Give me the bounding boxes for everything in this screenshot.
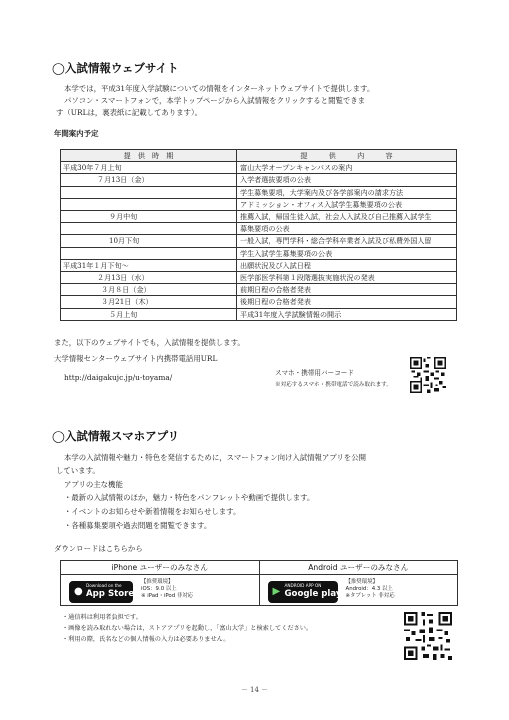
- row-period: [61, 223, 237, 235]
- android-store-cell: [260, 575, 458, 605]
- mobile-qr-code-icon: [410, 357, 446, 393]
- row-content: 入学者選抜要項の公表: [237, 174, 457, 186]
- android-req-note: ※タブレット 非対応: [345, 593, 395, 599]
- schedule-table: [60, 149, 457, 321]
- note-item: ・画像を読み取れない場合は，ストアアプリを起動し，「富山大学」と検索してください。: [62, 625, 313, 632]
- ios-requirements: [141, 579, 193, 600]
- website-intro-line1: 本学では，平成31年度入学試験についての情報をインターネットウェブサイトで提供します。: [64, 84, 375, 93]
- row-content: 一般入試，専門学科・総合学科卒業者入試及び私費外国人留: [237, 235, 457, 247]
- schedule-label: 年間案内予定: [54, 129, 99, 138]
- table-row: [61, 186, 457, 198]
- website-intro-line3: す（URLは，裏表紙に記載してあります）。: [56, 108, 203, 117]
- ios-store-cell: [61, 575, 259, 605]
- feature-item: ・イベントのお知らせや新着情報をお知らせします。: [64, 507, 241, 516]
- mobile-url-label: 大学情報センターウェブサイト内携帯電話用URL: [54, 354, 218, 363]
- schedule-table-header: [61, 150, 457, 162]
- row-content: 募集要項の公表: [237, 223, 457, 235]
- table-row: [61, 198, 457, 210]
- row-content: 平成31年度入学試験情報の開示: [237, 308, 457, 320]
- note-item: ・通信料は利用者負担です。: [62, 614, 142, 621]
- android-header: Android ユーザーのみなさん: [259, 561, 458, 575]
- iphone-header: iPhone ユーザーのみなさん: [61, 561, 260, 575]
- row-period: ９月中旬: [61, 211, 237, 223]
- row-content: 医学部医学科第１段階選抜実施状況の発表: [237, 272, 457, 284]
- table-row: [61, 162, 457, 174]
- app-store-small-text: Download on the: [86, 583, 122, 588]
- row-content: 出願状況及び入試日程: [237, 259, 457, 271]
- row-period: [61, 186, 237, 198]
- table-row: [61, 235, 457, 247]
- header-content: 提 供 内 容: [237, 150, 457, 162]
- qr-label: スマホ・携帯用バーコード: [275, 369, 354, 377]
- row-period: ５月上旬: [61, 308, 237, 320]
- google-play-badge[interactable]: [268, 581, 342, 603]
- play-triangle-icon: ▶: [272, 586, 281, 597]
- features-title: アプリの主な機能: [64, 480, 123, 489]
- page-number: － 14 －: [240, 686, 269, 694]
- row-period: ２月13日（水）: [61, 272, 237, 284]
- app-qr-code-icon: [404, 612, 452, 660]
- table-row: [61, 211, 457, 223]
- row-period: [61, 198, 237, 210]
- table-row: [61, 223, 457, 235]
- table-row: [61, 272, 457, 284]
- row-content: 推薦入試，帰国生徒入試，社会人入試及び自己推薦入試学生: [237, 211, 457, 223]
- android-req-title: 【推奨環境】: [345, 579, 378, 585]
- website-intro-line2: パソコン・スマートフォンで，本学トップページから入試情報をクリックすると閲覧できま: [64, 96, 366, 105]
- app-intro-line2: しています。: [56, 466, 100, 475]
- ios-req-title: 【推奨環境】: [141, 579, 174, 585]
- ios-req-version: iOS：9.0 以上: [141, 586, 177, 592]
- row-content: 前期日程の合格者発表: [237, 284, 457, 296]
- apple-icon: ●: [74, 586, 83, 597]
- row-period: ３月８日（金）: [61, 284, 237, 296]
- other-websites-note: また，以下のウェブサイトでも，入試情報を提供します。: [54, 338, 245, 347]
- section-title-app: ◯入試情報スマホアプリ: [52, 429, 180, 443]
- row-content: 学生募集要項，大学案内及び各学部案内の請求方法: [237, 186, 457, 198]
- row-period: ７月13日（金）: [61, 174, 237, 186]
- row-content: 富山大学オープンキャンパスの案内: [237, 162, 457, 174]
- download-table: [60, 560, 458, 606]
- app-intro-line1: 本学の入試情報や魅力・特色を発信するために，スマートフォン向け入試情報アプリを公開: [64, 453, 366, 462]
- feature-item: ・最新の入試情報のほか，魅力・特色をパンフレットや動画で提供します。: [64, 493, 315, 502]
- row-period: 平成31年１月下旬～: [61, 259, 237, 271]
- android-requirements: [346, 579, 395, 600]
- section-title-website: ◯入試情報ウェブサイト: [52, 61, 179, 75]
- note-item: ・利用の際，氏名などの個人情報の入力は必要ありません。: [62, 636, 230, 643]
- row-content: 学生入試学生募集要項の公表: [237, 247, 457, 259]
- header-period: 提 供 時 期: [61, 150, 237, 162]
- table-row: [61, 247, 457, 259]
- feature-item: ・各種募集要項や過去問題を閲覧できます。: [64, 521, 212, 530]
- table-row: [61, 308, 457, 320]
- table-row: [61, 284, 457, 296]
- table-row: [61, 296, 457, 308]
- mobile-url-link[interactable]: http://daigakujc.jp/u-toyama/: [64, 373, 173, 382]
- qr-note: ※対応するスマホ・携帯電話で読み取れます。: [275, 382, 392, 388]
- row-period: 10月下旬: [61, 235, 237, 247]
- row-period: 平成30年７月上旬: [61, 162, 237, 174]
- row-period: ３月21日（木）: [61, 296, 237, 308]
- row-period: [61, 247, 237, 259]
- google-play-small-text: ANDROID APP ON: [284, 583, 322, 588]
- ios-req-note: ※ iPad・iPod 非対応: [141, 593, 194, 599]
- row-content: 後期日程の合格者発表: [237, 296, 457, 308]
- table-row: [61, 174, 457, 186]
- android-req-version: Android：4.3 以上: [345, 586, 393, 592]
- row-content: アドミッション・オフィス入試学生募集要項の公表: [237, 198, 457, 210]
- app-store-big-text: App Store: [86, 589, 135, 599]
- app-store-badge[interactable]: [69, 581, 133, 603]
- download-label: ダウンロードはこちらから: [54, 544, 143, 553]
- google-play-big-text: Google play: [284, 589, 342, 599]
- table-row: [61, 259, 457, 271]
